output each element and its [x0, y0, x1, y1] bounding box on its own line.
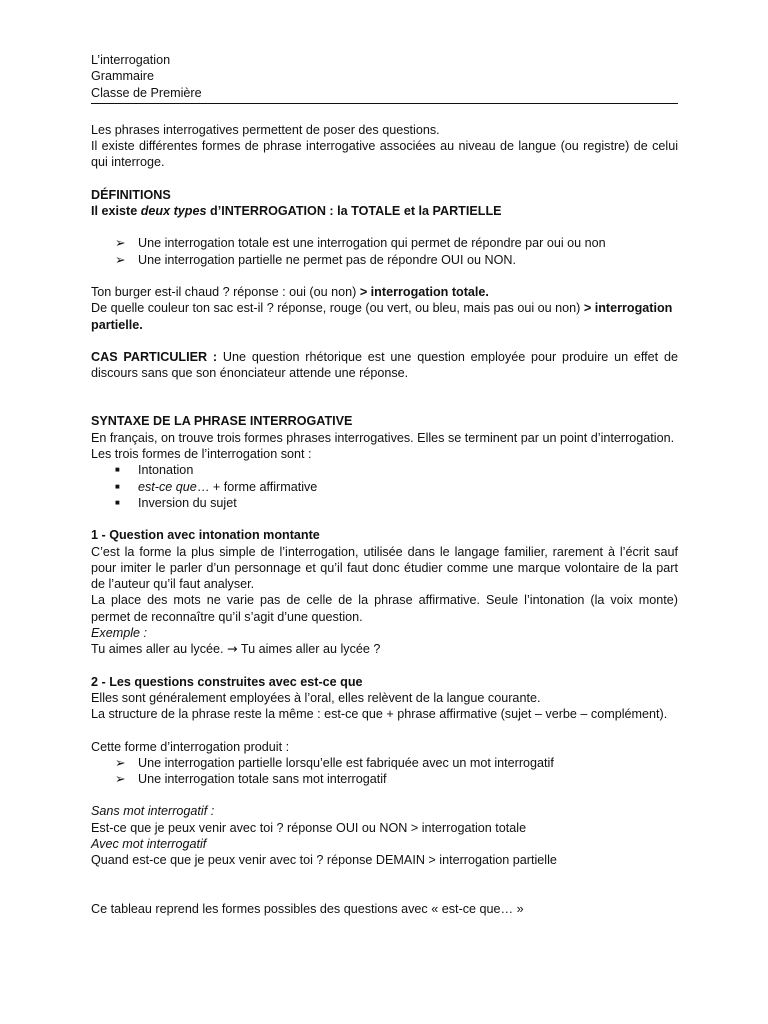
document-page	[91, 52, 678, 917]
intro-paragraph-1: Les phrases interrogatives permettent de poser des questions.	[91, 122, 440, 137]
intro-paragraph-2: Il existe différentes formes de phrase interrogative associées au niveau de langue (ou registre) de celui qui interroge.	[91, 139, 678, 170]
right-arrow-icon: →	[227, 641, 238, 657]
list-item: ➢ Une interrogation partielle lorsqu’elle est fabriquée avec un mot interrogatif	[115, 754, 554, 770]
header-title: L’interrogation	[91, 53, 171, 67]
syntaxe-list	[91, 462, 678, 511]
list-item: ■ est-ce que… + forme affirmative	[115, 479, 318, 494]
square-bullet-icon: ■	[115, 465, 120, 475]
definitions-line: Il existe deux types d’INTERROGATION : la TOTALE et la PARTIELLE	[91, 204, 502, 219]
list-item: ➢ Une interrogation totale est une interrogation qui permet de répondre par oui ou non	[115, 235, 606, 251]
section-2-heading: 2 - Les questions construites avec est-ce que	[91, 674, 363, 689]
avec-mot-example: Quand est-ce que je peux venir avec toi ? réponse DEMAIN > interrogation partielle	[91, 853, 557, 868]
list-item: ■ Inversion du sujet	[115, 495, 237, 510]
arrow-bullet-icon: ➢	[115, 251, 126, 267]
definitions-example-1: Ton burger est-il chaud ? réponse : oui (ou non) > interrogation totale.	[91, 284, 489, 299]
section-1-heading: 1 - Question avec intonation montante	[91, 528, 320, 543]
syntaxe-heading: SYNTAXE DE LA PHRASE INTERROGATIVE	[91, 414, 353, 429]
sans-mot-label: Sans mot interrogatif :	[91, 804, 215, 819]
exemple-label: Exemple :	[91, 626, 147, 641]
avec-mot-label: Avec mot interrogatif	[91, 836, 207, 851]
section-1-paragraph-2: La place des mots ne varie pas de celle de la phrase affirmative. Seule l’intonation (la voix monte) permet de reconnaître qu’il s’agit d’une question.	[91, 593, 678, 624]
document-header	[91, 52, 678, 101]
section-2-produit: Cette forme d’interrogation produit :	[91, 739, 290, 754]
tableau-intro: Ce tableau reprend les formes possibles des questions avec « est-ce que… »	[91, 901, 524, 916]
definitions-example-2: De quelle couleur ton sac est-il ? réponse, rouge (ou vert, ou bleu, mais pas oui ou non) > interrogation partielle.	[91, 301, 673, 332]
arrow-bullet-icon: ➢	[115, 754, 126, 770]
list-item: ■ Intonation	[115, 463, 194, 478]
definitions-bullets	[91, 235, 678, 268]
syntaxe-paragraph-1: En français, on trouve trois formes phrases interrogatives. Elles se terminent par un point d’interrogation.	[91, 430, 675, 445]
section-2-paragraph-2: La structure de la phrase reste la même : est-ce que + phrase affirmative (sujet – verbe – complément).	[91, 707, 668, 722]
header-subject: Grammaire	[91, 69, 154, 84]
list-item: ➢ Une interrogation partielle ne permet pas de répondre OUI ou NON.	[115, 251, 517, 267]
square-bullet-icon: ■	[115, 481, 120, 491]
cas-particulier: CAS PARTICULIER : Une question rhétorique est une question employée pour produire un effet de discours sans que son énonciateur attende une réponse.	[91, 349, 678, 381]
definitions-heading: DÉFINITIONS	[91, 187, 171, 202]
list-item: ➢ Une interrogation totale sans mot interrogatif	[115, 771, 387, 787]
section-2-paragraph-1: Elles sont généralement employées à l’oral, elles relèvent de la langue courante.	[91, 690, 541, 705]
square-bullet-icon: ■	[115, 497, 120, 507]
syntaxe-paragraph-2: Les trois formes de l’interrogation sont :	[91, 447, 312, 462]
arrow-bullet-icon: ➢	[115, 235, 126, 251]
arrow-bullet-icon: ➢	[115, 771, 126, 787]
section-1-paragraph-1: C’est la forme la plus simple de l’interrogation, utilisée dans le langage familier, rarement à l’écrit sauf pour imiter le parler d’un personnage et qu’il faut donc étudier comme une marque volontaire de la part de l’auteur qu’il faut analyser.	[91, 544, 678, 592]
header-class: Classe de Première	[91, 85, 202, 100]
sans-mot-example: Est-ce que je peux venir avec toi ? réponse OUI ou NON > interrogation totale	[91, 820, 527, 835]
section-2-bullets	[91, 755, 678, 788]
section-1-example: Tu aimes aller au lycée. → Tu aimes aller au lycée ?	[91, 641, 381, 657]
